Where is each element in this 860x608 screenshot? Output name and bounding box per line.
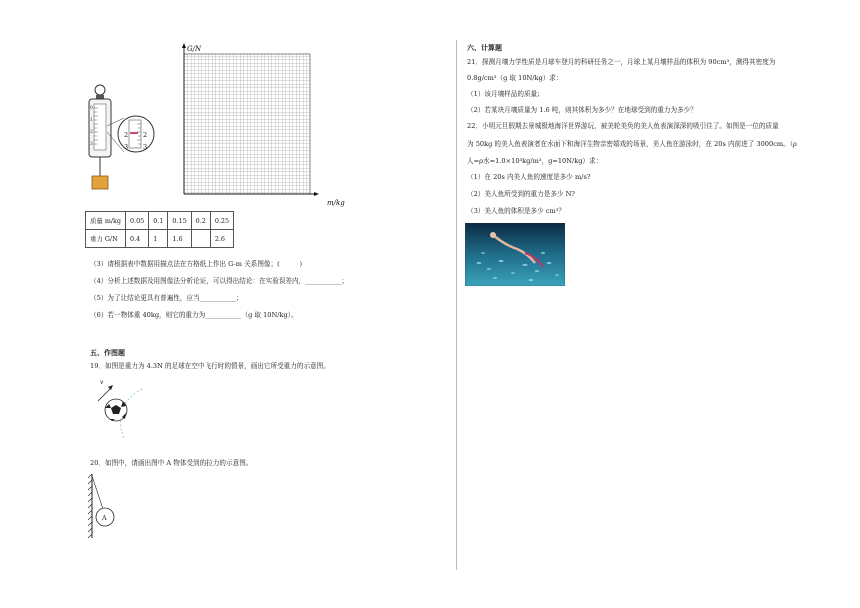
g-m-graph-paper <box>170 42 350 210</box>
question-22-part-2: （2）美人鱼所受到的重力是多少 N? <box>467 190 575 198</box>
table-cell: 1.6 <box>168 230 191 248</box>
football-figure <box>92 375 162 447</box>
scale-digit-1: 1 <box>90 118 93 123</box>
table-cell: 1 <box>149 230 168 248</box>
y-axis-label: G/N <box>187 45 202 53</box>
section-6-title: 六、计算题 <box>467 43 502 52</box>
question-22-line-3: 人=ρ水=1.0×10³kg/m³，g=10N/kg）求： <box>467 157 603 165</box>
table-cell: 0.05 <box>126 212 149 230</box>
scale-digit-0: 0 <box>90 106 93 111</box>
table-cell: 0.4 <box>126 230 149 248</box>
scale-digit-3: 3 <box>90 142 93 147</box>
table-cell: 0.2 <box>191 212 210 230</box>
question-21-part-1: （1）该月壤样品的质量； <box>467 90 544 98</box>
table-cell: 0.15 <box>168 212 191 230</box>
table-cell: 2.6 <box>210 230 233 248</box>
table-cell: 0.1 <box>149 212 168 230</box>
question-21-line-2: 0.8g/cm³（g 取 10N/kg）求： <box>467 74 563 82</box>
table-row <box>86 230 234 248</box>
table-row <box>86 212 234 230</box>
question-21-line-1: 21．探测月壤力学性质是月球车登月的科研任务之一，月球上某月壤样品的体积为 90cm³，测得其密度为 <box>467 58 776 66</box>
magnified-label-3-right: 3 <box>143 143 148 151</box>
hanging-ball-figure <box>82 472 132 542</box>
table-cell: 0.25 <box>210 212 233 230</box>
mermaid-aquarium-photo <box>465 223 565 286</box>
magnified-label-2: 2 <box>124 131 129 139</box>
x-axis-label: m/kg <box>327 199 345 207</box>
question-19: 19．如图是重力为 4.3N 的足球在空中飞行时的情景，画出它所受重力的示意图。 <box>90 362 330 370</box>
question-4: （4）分析上述数据及用图像法分析论证，可以得出结论：在实验误差内，___________； <box>90 277 349 285</box>
table-cell: 重力 G/N <box>86 230 126 248</box>
section-5-title: 五、作图题 <box>90 348 125 357</box>
question-22-part-1: （1）在 20s 内美人鱼的速度是多少 m/s? <box>467 173 591 181</box>
question-21-part-2: （2）若某块月壤质量为 1.6 吨，则其体积为多少？在地球受到的重力为多少？ <box>467 106 697 114</box>
question-6: （6）若一物体重 40kg，则它的重力为___________（g 取 10N/kg）。 <box>90 311 298 319</box>
mass-weight-table <box>85 211 234 248</box>
column-divider <box>456 40 457 570</box>
question-3: （3）请根据表中数据用描点法在方格纸上作出 G-m 关系图像；( ) <box>90 260 303 268</box>
spring-scale-figure <box>80 82 160 202</box>
ball-a-label: A <box>102 514 107 522</box>
magnified-label-3: 3 <box>124 143 129 151</box>
question-22-line-1: 22．小明元旦假期去景城极地海洋世界游玩，被美轮美奂的美人鱼表演深深的吸引住了。如图是一位的质量 <box>467 122 779 130</box>
table-cell: 质量 m/kg <box>86 212 126 230</box>
magnified-label-2-right: 2 <box>143 131 148 139</box>
question-20: 20．如图中，请画出图中 A 物体受到的拉力的示意图。 <box>90 459 253 467</box>
question-22-line-2: 为 50kg 的美人鱼表演者在水面下和海洋生物亲密嬉戏的场景，美人鱼在游泳时，在 20s 内前进了 3000cm。（ρ <box>467 140 797 148</box>
velocity-label: v <box>100 379 104 386</box>
table-cell <box>191 230 210 248</box>
question-5: （5）为了让结论更具有普遍性，应当___________； <box>90 294 243 302</box>
scale-digit-2: 2 <box>90 130 93 135</box>
question-22-part-3: （3）美人鱼的体积是多少 cm³？ <box>467 207 566 215</box>
